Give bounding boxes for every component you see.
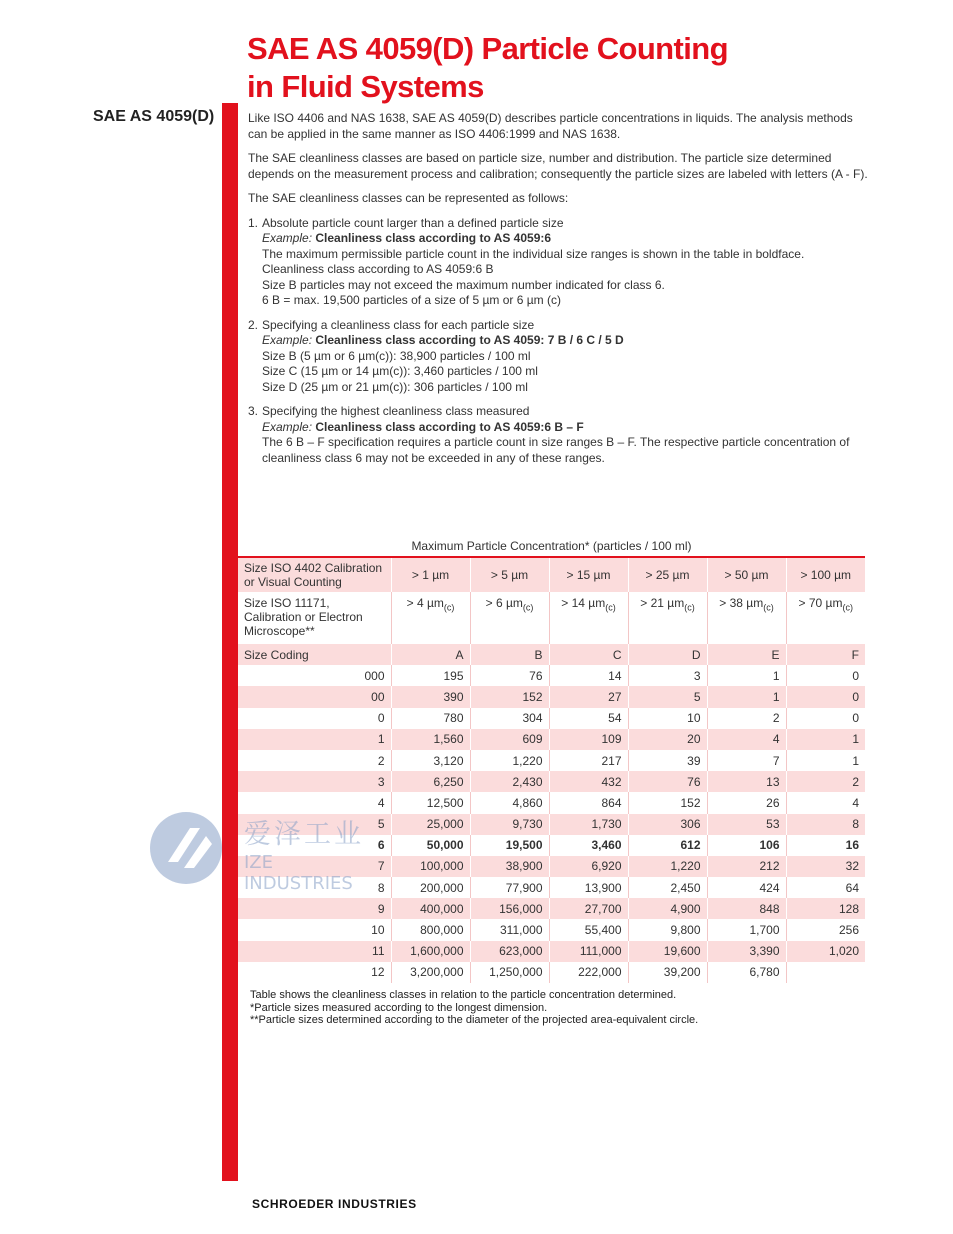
- class-cell: 8: [238, 877, 391, 898]
- class-cell: 00: [238, 686, 391, 707]
- count-cell: 4,860: [470, 792, 549, 813]
- size-sub: (c): [605, 602, 616, 613]
- count-cell: 1,730: [549, 814, 628, 835]
- intro-paragraph: The SAE cleanliness classes can be represented as follows:: [248, 191, 569, 205]
- size-value: > 14 µm: [561, 596, 606, 610]
- count-cell: 400,000: [391, 898, 470, 919]
- count-cell: 26: [707, 792, 786, 813]
- count-cell: 780: [391, 708, 470, 729]
- header-cell: C: [549, 644, 628, 665]
- count-cell: 212: [707, 856, 786, 877]
- header-cell: [707, 592, 786, 644]
- example-line: [262, 231, 804, 247]
- table-caption: Maximum Particle Concentration* (particles / 100 ml): [411, 539, 692, 553]
- title-line-1: SAE AS 4059(D) Particle Counting: [247, 31, 728, 66]
- class-cell: 4: [238, 792, 391, 813]
- count-cell: 2: [786, 771, 865, 792]
- count-cell: 100,000: [391, 856, 470, 877]
- header-cell: Size ISO 11171, Calibration or Electron Microscope**: [238, 592, 391, 644]
- count-cell: 424: [707, 877, 786, 898]
- count-cell: 109: [549, 729, 628, 750]
- count-cell: 3,460: [549, 835, 628, 856]
- count-cell: 1,700: [707, 919, 786, 940]
- count-cell: 432: [549, 771, 628, 792]
- example-label: Example:: [262, 333, 313, 347]
- count-cell: 39,200: [628, 962, 707, 983]
- count-cell: 3,200,000: [391, 962, 470, 983]
- body-text: [248, 111, 873, 475]
- count-cell: 217: [549, 750, 628, 771]
- header-cell: F: [786, 644, 865, 665]
- class-cell: 000: [238, 665, 391, 686]
- count-cell: 13,900: [549, 877, 628, 898]
- class-cell: 0: [238, 708, 391, 729]
- table-row: [238, 919, 865, 940]
- count-cell: 6,250: [391, 771, 470, 792]
- count-cell: 64: [786, 877, 865, 898]
- class-cell: 6: [238, 835, 391, 856]
- note-line: *Particle sizes measured according to the longest dimension.: [250, 1001, 548, 1014]
- count-cell: 800,000: [391, 919, 470, 940]
- count-cell: 10: [628, 708, 707, 729]
- count-cell: 1: [786, 750, 865, 771]
- list-line: Cleanliness class according to AS 4059:6 B: [262, 262, 494, 276]
- count-cell: 3: [628, 665, 707, 686]
- intro-paragraph: Like ISO 4406 and NAS 1638, SAE AS 4059(D) describes particle concentrations in liquids. The analysis methods can be applied in the same manner as ISO 4406:1999 and NAS 1638.: [248, 111, 853, 141]
- list-number: 3.: [248, 404, 259, 418]
- count-cell: 9,800: [628, 919, 707, 940]
- table-row: [238, 898, 865, 919]
- list-heading: Specifying the highest cleanliness class measured: [262, 404, 530, 418]
- count-cell: 1: [707, 665, 786, 686]
- example-value: Cleanliness class according to AS 4059:6 B – F: [315, 419, 584, 434]
- list-line: Size B (5 µm or 6 µm(c)): 38,900 particles / 100 ml: [262, 348, 531, 363]
- header-cell: D: [628, 644, 707, 665]
- list-line: The 6 B – F specification requires a particle count in size ranges B – F. The respective particle concentration of cleanliness class 6 may not be exceeded in any of these ranges.: [262, 435, 850, 465]
- size-sub: (c): [763, 602, 774, 613]
- table-row: [238, 708, 865, 729]
- count-cell: 32: [786, 856, 865, 877]
- header-cell: > 50 µm: [707, 557, 786, 592]
- count-cell: 6,920: [549, 856, 628, 877]
- table-row: [238, 771, 865, 792]
- header-cell: [470, 592, 549, 644]
- count-cell: 311,000: [470, 919, 549, 940]
- count-cell: 1: [786, 729, 865, 750]
- count-cell: 1,600,000: [391, 941, 470, 962]
- example-line: [262, 333, 624, 349]
- count-cell: 152: [470, 686, 549, 707]
- list-line: Size B particles may not exceed the maximum number indicated for class 6.: [262, 277, 665, 292]
- count-cell: 8: [786, 814, 865, 835]
- size-value: > 70 µm: [798, 596, 843, 610]
- list-line: The maximum permissible particle count in the individual size ranges is shown in the table in boldface.: [262, 246, 805, 261]
- count-cell: 0: [786, 686, 865, 707]
- table-row: [238, 941, 865, 962]
- list-line: 6 B = max. 19,500 particles of a size of 5 µm or 6 µm (c): [262, 293, 561, 307]
- class-cell: 11: [238, 941, 391, 962]
- count-cell: 77,900: [470, 877, 549, 898]
- count-cell: 14: [549, 665, 628, 686]
- header-row-iso11171: [238, 592, 865, 644]
- count-cell: 4,900: [628, 898, 707, 919]
- count-cell: 19,500: [470, 835, 549, 856]
- count-cell: 609: [470, 729, 549, 750]
- class-cell: 5: [238, 814, 391, 835]
- title-line-2: in Fluid Systems: [247, 69, 484, 104]
- header-cell: > 1 µm: [391, 557, 470, 592]
- count-cell: 54: [549, 708, 628, 729]
- header-cell: Size ISO 4402 Calibration or Visual Counting: [238, 557, 391, 592]
- size-value: > 21 µm: [640, 596, 685, 610]
- list-number: 2.: [248, 317, 259, 332]
- watermark-emblem-icon: [148, 806, 228, 890]
- intro-paragraph: The SAE cleanliness classes are based on particle size, number and distribution. The particle size determined depends on the measurement process and calibration; consequently the particle sizes are labeled with letters (A - F).: [248, 151, 868, 181]
- count-cell: 1,220: [628, 856, 707, 877]
- header-cell: [786, 592, 865, 644]
- section-side-label: SAE AS 4059(D): [93, 108, 215, 125]
- class-cell: 2: [238, 750, 391, 771]
- count-cell: 53: [707, 814, 786, 835]
- size-sub: (c): [443, 602, 455, 613]
- header-cell: > 100 µm: [786, 557, 865, 592]
- count-cell: 13: [707, 771, 786, 792]
- count-cell: 222,000: [549, 962, 628, 983]
- count-cell: 2,430: [470, 771, 549, 792]
- header-cell: [549, 592, 628, 644]
- header-cell: A: [391, 644, 470, 665]
- count-cell: 1,560: [391, 729, 470, 750]
- page-title: [247, 30, 887, 106]
- count-cell: 9,730: [470, 814, 549, 835]
- header-cell: [628, 592, 707, 644]
- count-cell: 1,220: [470, 750, 549, 771]
- list-heading: Absolute particle count larger than a defined particle size: [262, 215, 564, 230]
- count-cell: 306: [628, 814, 707, 835]
- count-cell: 55,400: [549, 919, 628, 940]
- count-cell: 38,900: [470, 856, 549, 877]
- table-notes: [250, 989, 698, 1027]
- size-sub: (c): [522, 602, 534, 613]
- count-cell: 864: [549, 792, 628, 813]
- header-cell: [391, 592, 470, 644]
- size-value: > 38 µm: [719, 596, 764, 610]
- header-cell: > 25 µm: [628, 557, 707, 592]
- count-cell: [786, 962, 865, 983]
- example-value: Cleanliness class according to AS 4059:6: [315, 231, 552, 245]
- count-cell: 390: [391, 686, 470, 707]
- count-cell: 16: [786, 835, 865, 856]
- header-row-iso4402: [238, 557, 865, 592]
- header-cell: Size Coding: [238, 644, 391, 665]
- count-cell: 4: [707, 729, 786, 750]
- example-value: Cleanliness class according to AS 4059: 7 B / 6 C / 5 D: [315, 333, 624, 347]
- count-cell: 6,780: [707, 962, 786, 983]
- class-cell: 12: [238, 962, 391, 983]
- count-cell: 0: [786, 665, 865, 686]
- count-cell: 0: [786, 708, 865, 729]
- list-heading: Specifying a cleanliness class for each particle size: [262, 317, 535, 332]
- count-cell: 25,000: [391, 814, 470, 835]
- count-cell: 106: [707, 835, 786, 856]
- count-cell: 623,000: [470, 941, 549, 962]
- size-sub: (c): [684, 602, 695, 613]
- class-cell: 1: [238, 729, 391, 750]
- watermark-cn-text: 爱泽工业: [244, 819, 364, 850]
- count-cell: 1: [707, 686, 786, 707]
- note-line: Table shows the cleanliness classes in relation to the particle concentration determined.: [250, 989, 677, 1001]
- count-cell: 76: [628, 771, 707, 792]
- list-number: 1.: [248, 215, 259, 230]
- footer-company: SCHROEDER INDUSTRIES: [252, 1197, 417, 1211]
- example-label: Example:: [262, 419, 313, 434]
- example-line: [262, 420, 873, 436]
- count-cell: 111,000: [549, 941, 628, 962]
- example-label: Example:: [262, 231, 313, 245]
- count-cell: 50,000: [391, 835, 470, 856]
- count-cell: 1,020: [786, 941, 865, 962]
- list-item: [248, 404, 873, 466]
- count-cell: 2,450: [628, 877, 707, 898]
- size-value: > 6 µm: [485, 596, 523, 610]
- count-cell: 848: [707, 898, 786, 919]
- count-cell: 612: [628, 835, 707, 856]
- table-row: [238, 962, 865, 983]
- watermark-en-text: IZE INDUSTRIES: [244, 852, 353, 894]
- list-item: [248, 216, 873, 309]
- class-cell: 7: [238, 856, 391, 877]
- particle-concentration-table: [238, 556, 865, 983]
- red-vertical-bar: [222, 103, 238, 1181]
- count-cell: 27,700: [549, 898, 628, 919]
- list-line: Size D (25 µm or 21 µm(c)): 306 particles / 100 ml: [262, 379, 528, 394]
- class-cell: 9: [238, 898, 391, 919]
- table-row: [238, 686, 865, 707]
- count-cell: 3,120: [391, 750, 470, 771]
- count-cell: 5: [628, 686, 707, 707]
- count-cell: 128: [786, 898, 865, 919]
- count-cell: 256: [786, 919, 865, 940]
- watermark-logo: [148, 806, 378, 894]
- count-cell: 2: [707, 708, 786, 729]
- list-line: Size C (15 µm or 14 µm(c)): 3,460 particles / 100 ml: [262, 364, 538, 378]
- count-cell: 200,000: [391, 877, 470, 898]
- count-cell: 7: [707, 750, 786, 771]
- note-line: **Particle sizes determined according to the diameter of the projected area-equivalent circle.: [250, 1014, 699, 1026]
- table-row: [238, 729, 865, 750]
- header-row-size-coding: [238, 644, 865, 665]
- count-cell: 1,250,000: [470, 962, 549, 983]
- table-row: [238, 750, 865, 771]
- count-cell: 152: [628, 792, 707, 813]
- header-cell: > 5 µm: [470, 557, 549, 592]
- header-cell: > 15 µm: [549, 557, 628, 592]
- count-cell: 19,600: [628, 941, 707, 962]
- list-item: [248, 318, 873, 396]
- class-cell: 3: [238, 771, 391, 792]
- count-cell: 76: [470, 665, 549, 686]
- header-cell: E: [707, 644, 786, 665]
- count-cell: 304: [470, 708, 549, 729]
- count-cell: 12,500: [391, 792, 470, 813]
- size-value: > 4 µm: [406, 596, 444, 610]
- count-cell: 195: [391, 665, 470, 686]
- count-cell: 4: [786, 792, 865, 813]
- header-cell: B: [470, 644, 549, 665]
- size-sub: (c): [842, 602, 853, 613]
- count-cell: 20: [628, 729, 707, 750]
- count-cell: 3,390: [707, 941, 786, 962]
- count-cell: 27: [549, 686, 628, 707]
- table-row: [238, 665, 865, 686]
- class-cell: 10: [238, 919, 391, 940]
- count-cell: 39: [628, 750, 707, 771]
- count-cell: 156,000: [470, 898, 549, 919]
